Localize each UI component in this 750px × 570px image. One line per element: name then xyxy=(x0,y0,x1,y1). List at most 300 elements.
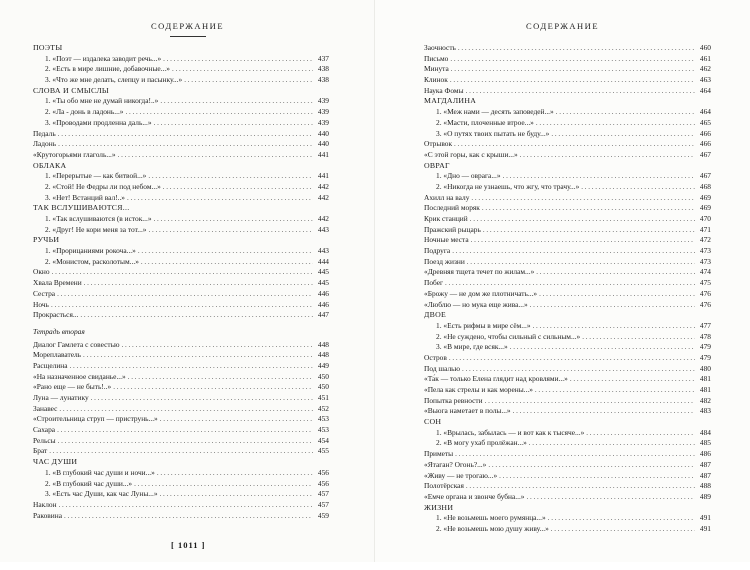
entry-title: Ночь xyxy=(33,299,49,309)
dot-leader xyxy=(483,225,695,236)
entry-page-number: 454 xyxy=(317,435,329,445)
toc-section-heading xyxy=(33,86,329,97)
entry-title: 2. «Масти, плоченные втрое...» xyxy=(436,117,534,127)
dot-leader xyxy=(467,257,695,268)
entry-page-number: 489 xyxy=(699,491,711,501)
entry-page-number: 453 xyxy=(317,414,329,424)
entry-page-number: 440 xyxy=(317,128,329,138)
entry-page-number: 449 xyxy=(317,360,329,370)
entry-title: Полотёрская xyxy=(424,481,464,491)
toc-section-heading xyxy=(33,43,329,54)
entry-title: Приметы xyxy=(424,449,454,459)
toc-entry xyxy=(424,492,711,503)
toc-entry xyxy=(424,257,711,268)
entry-page-number: 452 xyxy=(317,403,329,413)
entry-title: Письмо xyxy=(424,53,449,63)
toc-section-heading xyxy=(424,417,711,428)
dot-leader xyxy=(148,225,313,236)
toc-entry xyxy=(424,438,711,449)
entry-page-number: 478 xyxy=(699,331,711,341)
entry-title: ДВОЕ xyxy=(424,310,447,320)
dot-leader xyxy=(536,118,695,129)
toc-section-heading xyxy=(33,203,329,214)
toc-entry xyxy=(33,479,329,490)
entry-page-number: 453 xyxy=(317,425,329,435)
entry-page-number: 439 xyxy=(317,117,329,127)
entry-title: 3. «Что же мне делать, слепцу и пасынку...» xyxy=(45,75,183,85)
dot-leader xyxy=(556,107,695,118)
toc-entry xyxy=(33,468,329,479)
entry-title: 1. «Не возьмешь моего румянца...» xyxy=(436,513,546,523)
left-page xyxy=(0,0,375,562)
dot-leader xyxy=(160,414,313,425)
toc-entry xyxy=(424,86,711,97)
entry-page-number: 480 xyxy=(699,363,711,373)
dot-leader xyxy=(466,86,695,97)
entry-page-number: 438 xyxy=(317,64,329,74)
toc-entry xyxy=(33,246,329,257)
entry-title: 1. «Поэт — издалека заводит речь...» xyxy=(45,53,162,63)
dot-leader xyxy=(128,372,313,383)
dot-leader xyxy=(470,214,695,225)
entry-page-number: 439 xyxy=(317,107,329,117)
dot-leader xyxy=(51,300,313,311)
toc-entry xyxy=(424,246,711,257)
dot-leader xyxy=(154,118,313,129)
dot-leader xyxy=(154,214,313,225)
dot-leader xyxy=(134,479,313,490)
entry-title: 1. «Врылась, забылась — и вот как к тысяче...» xyxy=(436,427,585,437)
toc-section-heading xyxy=(424,161,711,172)
entry-title: Наука Фомы xyxy=(424,85,464,95)
entry-title: 2. «В могу ухаб пролёжан...» xyxy=(436,438,527,448)
entry-page-number: 491 xyxy=(699,523,711,533)
toc-entry xyxy=(33,425,329,436)
entry-page-number: 448 xyxy=(317,350,329,360)
toc-entry xyxy=(424,449,711,460)
dot-leader xyxy=(529,438,695,449)
toc-entry xyxy=(33,54,329,65)
dot-leader xyxy=(450,54,695,65)
entry-page-number: 462 xyxy=(699,64,711,74)
entry-page-number: 457 xyxy=(317,489,329,499)
entry-title: Последний моряк xyxy=(424,203,480,213)
entry-page-number: 474 xyxy=(699,267,711,277)
toc-entry xyxy=(33,139,329,150)
entry-title: 1. «Перерытые — как битвой...» xyxy=(45,171,147,181)
entry-title: Ночные места xyxy=(424,235,469,245)
running-heading: СОДЕРЖАНИЕ xyxy=(150,21,225,31)
entry-title: ТАК ВСЛУШИВАЮТСЯ... xyxy=(33,203,130,213)
dot-leader xyxy=(488,460,695,471)
entry-page-number: 438 xyxy=(317,75,329,85)
dot-leader xyxy=(184,75,313,86)
dot-leader xyxy=(141,257,313,268)
dot-leader xyxy=(551,524,695,535)
toc-entry xyxy=(424,406,711,417)
dot-leader xyxy=(533,321,695,332)
entry-title: 1. «Дно — оврага...» xyxy=(436,171,501,181)
entry-page-number: 484 xyxy=(699,427,711,437)
toc-entry xyxy=(424,150,711,161)
entry-page-number: 445 xyxy=(317,278,329,288)
dot-leader xyxy=(503,171,695,182)
entry-title: 1. «Меж нами — десять заповедей...» xyxy=(436,107,554,117)
toc-entry xyxy=(33,446,329,457)
entry-page-number: 442 xyxy=(317,192,329,202)
entry-title: 2. «Ла - донь в ладонь...» xyxy=(45,107,124,117)
toc-entry xyxy=(424,75,711,86)
entry-title: 2. «Друг! Не кори меня за тот...» xyxy=(45,224,147,234)
right-page xyxy=(375,0,750,562)
toc-entry xyxy=(33,361,329,372)
entry-page-number: 450 xyxy=(317,371,329,381)
entry-page-number: 486 xyxy=(699,449,711,459)
entry-page-number: 487 xyxy=(699,459,711,469)
dot-leader xyxy=(163,54,313,65)
dot-leader xyxy=(70,361,313,372)
toc-section-heading xyxy=(424,310,711,321)
dot-leader xyxy=(455,449,695,460)
entry-page-number: 466 xyxy=(699,139,711,149)
toc-entry xyxy=(33,350,329,361)
toc-entry xyxy=(33,118,329,129)
entry-title: 3. «О путях твоих пытать не буду...» xyxy=(436,128,550,138)
entry-title: «На назначенное свиданье...» xyxy=(33,371,126,381)
entry-page-number: 491 xyxy=(699,513,711,523)
entry-title: 3. «Есть час Души, как час Луны...» xyxy=(45,489,158,499)
dot-leader xyxy=(581,182,695,193)
toc-entry xyxy=(424,54,711,65)
dot-leader xyxy=(449,353,695,364)
dot-leader xyxy=(466,481,695,492)
dot-leader xyxy=(471,235,695,246)
dot-leader xyxy=(499,471,695,482)
toc-entry xyxy=(33,129,329,140)
entry-title: Занавес xyxy=(33,403,58,413)
toc-entry xyxy=(424,235,711,246)
toc-list xyxy=(424,43,711,535)
entry-title: 2. «В глубокий час души...» xyxy=(45,478,133,488)
entry-page-number: 467 xyxy=(699,149,711,159)
entry-title: Рельсы xyxy=(33,435,56,445)
entry-title: ЖИЗНИ xyxy=(424,502,454,512)
entry-title: 2. «Никогда не узнаешь, что жгу, что трачу...» xyxy=(436,181,580,191)
toc-entry xyxy=(424,300,711,311)
toc-entry xyxy=(424,214,711,225)
entry-title: «Древняя тщета течет по жилам...» xyxy=(424,267,535,277)
entry-title: Остров xyxy=(424,352,447,362)
toc-entry xyxy=(33,289,329,300)
entry-page-number: 446 xyxy=(317,299,329,309)
dot-leader xyxy=(582,332,695,343)
entry-title: СОН xyxy=(424,417,442,427)
dot-leader xyxy=(586,428,695,439)
dot-leader xyxy=(160,96,313,107)
dot-leader xyxy=(59,500,313,511)
dot-leader xyxy=(52,267,313,278)
toc-entry xyxy=(424,374,711,385)
entry-page-number: 477 xyxy=(699,320,711,330)
entry-title: 2. «Есть в мире лишние, добавочные...» xyxy=(45,64,170,74)
entry-title: Раковина xyxy=(33,510,62,520)
entry-page-number: 466 xyxy=(699,128,711,138)
entry-page-number: 467 xyxy=(699,171,711,181)
dot-leader xyxy=(485,396,695,407)
toc-entry xyxy=(424,428,711,439)
dot-leader xyxy=(57,425,313,436)
dot-leader xyxy=(83,350,313,361)
entry-page-number: 464 xyxy=(699,85,711,95)
toc-entry xyxy=(424,129,711,140)
entry-page-number: 448 xyxy=(317,339,329,349)
toc-entry xyxy=(424,385,711,396)
toc-list xyxy=(33,43,329,521)
entry-page-number: 481 xyxy=(699,374,711,384)
toc-entry xyxy=(424,513,711,524)
toc-entry xyxy=(33,414,329,425)
entry-title: 3. «В мире, где всяк...» xyxy=(436,342,508,352)
entry-title: Отрывок xyxy=(424,139,453,149)
toc-section-heading xyxy=(33,235,329,246)
toc-section-heading xyxy=(33,161,329,172)
entry-page-number: 456 xyxy=(317,467,329,477)
dot-leader xyxy=(163,182,313,193)
dot-leader xyxy=(535,385,695,396)
page-number: [ 1011 ] xyxy=(171,540,206,550)
entry-title: «Брожу — не дом же плотничать...» xyxy=(424,288,538,298)
entry-title: Диалог Гамлета с совестью xyxy=(33,339,120,349)
toc-entry xyxy=(424,289,711,300)
entry-title: Луна — лунатику xyxy=(33,393,89,402)
toc-entry xyxy=(33,171,329,182)
toc-entry xyxy=(33,511,329,522)
entry-title: 3. «Проводами продленна даль...» xyxy=(45,117,152,127)
dot-leader xyxy=(157,468,313,479)
entry-page-number: 469 xyxy=(699,192,711,202)
dot-leader xyxy=(127,193,313,204)
entry-title: ОВРАГ xyxy=(424,160,450,170)
entry-page-number: 441 xyxy=(317,171,329,181)
entry-title: ЧАС ДУШИ xyxy=(33,457,78,467)
entry-page-number: 451 xyxy=(317,393,329,402)
dot-leader xyxy=(454,139,695,150)
toc-entry xyxy=(33,150,329,161)
dot-leader xyxy=(451,64,695,75)
entry-title: 2. «Монистом, расколотым...» xyxy=(45,256,139,266)
toc-entry xyxy=(33,382,329,393)
toc-entry xyxy=(424,193,711,204)
toc-entry xyxy=(424,342,711,353)
entry-title: СЛОВА И СМЫСЛЫ xyxy=(33,85,110,95)
entry-title: 1. «В глубокий час души и ночи...» xyxy=(45,467,155,477)
entry-page-number: 441 xyxy=(317,149,329,159)
entry-page-number: 471 xyxy=(699,224,711,234)
heading-rule xyxy=(170,36,206,37)
toc-entry xyxy=(33,64,329,75)
dot-leader xyxy=(80,310,313,321)
dot-leader xyxy=(113,382,313,393)
toc-entry xyxy=(33,340,329,351)
entry-title: «Строительница струп — приструнь...» xyxy=(33,414,158,424)
dot-leader xyxy=(160,489,313,500)
dot-leader xyxy=(118,150,313,161)
entry-title: Сахара xyxy=(33,425,56,435)
entry-page-number: 475 xyxy=(699,278,711,288)
toc-entry xyxy=(33,500,329,511)
entry-title: «С этой горы, как с крыши...» xyxy=(424,149,518,159)
toc-entry xyxy=(424,118,711,129)
entry-title: 2. «Стой! Не Федры ли под небом...» xyxy=(45,181,161,191)
entry-page-number: 459 xyxy=(317,510,329,520)
entry-title: Брат xyxy=(33,446,48,456)
entry-page-number: 473 xyxy=(699,256,711,266)
toc-entry xyxy=(33,225,329,236)
toc-entry xyxy=(424,524,711,535)
entry-title: 2. «Не возьмешь мою душу живу...» xyxy=(436,523,549,533)
toc-entry xyxy=(424,278,711,289)
entry-title: 2. «Не суждено, чтобы сильный с сильным...» xyxy=(436,331,581,341)
toc-entry xyxy=(33,278,329,289)
entry-title: Наклон xyxy=(33,499,57,509)
entry-page-number: 457 xyxy=(317,499,329,509)
entry-page-number: 465 xyxy=(699,117,711,127)
toc-entry xyxy=(424,481,711,492)
dot-leader xyxy=(172,64,313,75)
toc-entry xyxy=(33,182,329,193)
entry-page-number: 476 xyxy=(699,288,711,298)
toc-section-heading xyxy=(424,503,711,514)
entry-page-number: 483 xyxy=(699,406,711,416)
toc-entry xyxy=(33,404,329,415)
entry-page-number: 469 xyxy=(699,203,711,213)
entry-page-number: 482 xyxy=(699,395,711,405)
entry-title: «Ятаган? Огонь?...» xyxy=(424,459,487,469)
entry-title: Поезд жизни xyxy=(424,256,465,266)
dot-leader xyxy=(49,446,313,457)
entry-page-number: 487 xyxy=(699,470,711,480)
toc-entry xyxy=(424,267,711,278)
entry-page-number: 488 xyxy=(699,481,711,491)
dot-leader xyxy=(126,107,314,118)
toc-entry xyxy=(424,43,711,54)
dot-leader xyxy=(58,139,313,150)
entry-title: Прокрасться... xyxy=(33,310,79,320)
entry-title: «Живу — не трогаю...» xyxy=(424,470,498,480)
entry-title: Хвала Времени xyxy=(33,278,82,288)
entry-title: РУЧЬИ xyxy=(33,235,60,245)
entry-title: Под шалью xyxy=(424,363,461,373)
dot-leader xyxy=(551,129,695,140)
toc-entry xyxy=(33,300,329,311)
entry-page-number: 473 xyxy=(699,246,711,256)
toc-entry xyxy=(424,460,711,471)
entry-title: «Емче органа и звонче бубна...» xyxy=(424,491,525,501)
entry-title: 1. «Ты обо мне не думай никогда!..» xyxy=(45,96,159,106)
entry-title: 1. «Так вслушиваются (в исток...» xyxy=(45,214,152,223)
entry-title: Попытка ревности xyxy=(424,395,483,405)
entry-page-number: 446 xyxy=(317,288,329,298)
entry-page-number: 479 xyxy=(699,352,711,362)
entry-page-number: 476 xyxy=(699,299,711,309)
toc-entry xyxy=(33,393,329,404)
toc-entry xyxy=(424,203,711,214)
dot-leader xyxy=(539,289,695,300)
entry-title: «Вьюга наметает в полы...» xyxy=(424,406,511,416)
dot-leader xyxy=(520,150,695,161)
entry-title: ОБЛАКА xyxy=(33,160,67,170)
entry-page-number: 439 xyxy=(317,96,329,106)
dot-leader xyxy=(57,289,313,300)
entry-title: Ладонь xyxy=(33,139,57,149)
dot-leader xyxy=(450,75,695,86)
dot-leader xyxy=(548,513,695,524)
toc-entry xyxy=(424,321,711,332)
entry-title: «Рано еще — не быть!..» xyxy=(33,382,112,392)
dot-leader xyxy=(58,436,313,447)
toc-entry xyxy=(424,364,711,375)
entry-title: Расщелина xyxy=(33,360,68,370)
toc-entry xyxy=(33,372,329,383)
entry-page-number: 468 xyxy=(699,181,711,191)
entry-title: Подруга xyxy=(424,246,451,256)
entry-page-number: 460 xyxy=(699,43,711,52)
entry-title: Тетрадь вторая xyxy=(33,326,85,336)
entry-page-number: 444 xyxy=(317,256,329,266)
entry-page-number: 437 xyxy=(317,53,329,63)
dot-leader xyxy=(482,203,695,214)
entry-title: «Та́к — только Елена глядит над кровлями...» xyxy=(424,374,568,384)
entry-title: Минута xyxy=(424,64,449,74)
toc-entry xyxy=(424,332,711,343)
entry-title: Побег xyxy=(424,278,444,288)
toc-entry xyxy=(424,225,711,236)
entry-title: Клинок xyxy=(424,75,448,85)
dot-leader xyxy=(530,300,695,311)
toc-entry xyxy=(33,75,329,86)
entry-title: «Люблю — но мука еще жива...» xyxy=(424,299,528,309)
dot-leader xyxy=(510,342,695,353)
toc-entry xyxy=(33,257,329,268)
entry-page-number: 455 xyxy=(317,446,329,456)
entry-title: ПОЭТЫ xyxy=(33,43,63,52)
entry-page-number: 445 xyxy=(317,267,329,277)
toc-entry xyxy=(424,107,711,118)
entry-page-number: 481 xyxy=(699,385,711,394)
dot-leader xyxy=(84,278,313,289)
entry-page-number: 442 xyxy=(317,214,329,223)
dot-leader xyxy=(570,374,695,385)
toc-entry xyxy=(33,267,329,278)
entry-page-number: 463 xyxy=(699,75,711,85)
entry-title: Крик станций xyxy=(424,214,468,223)
entry-title: Заочность xyxy=(424,43,456,52)
entry-title: Педаль xyxy=(33,128,56,138)
entry-page-number: 440 xyxy=(317,139,329,149)
toc-entry xyxy=(424,64,711,75)
entry-page-number: 443 xyxy=(317,224,329,234)
entry-title: Мореплаватель xyxy=(33,350,82,360)
entry-page-number: 472 xyxy=(699,235,711,245)
toc-entry xyxy=(424,182,711,193)
toc-entry xyxy=(424,171,711,182)
entry-page-number: 464 xyxy=(699,107,711,117)
toc-entry xyxy=(33,489,329,500)
dot-leader xyxy=(138,246,313,257)
dot-leader xyxy=(121,340,313,351)
running-heading: СОДЕРЖАНИЕ xyxy=(525,21,600,31)
entry-title: Сестра xyxy=(33,288,56,298)
